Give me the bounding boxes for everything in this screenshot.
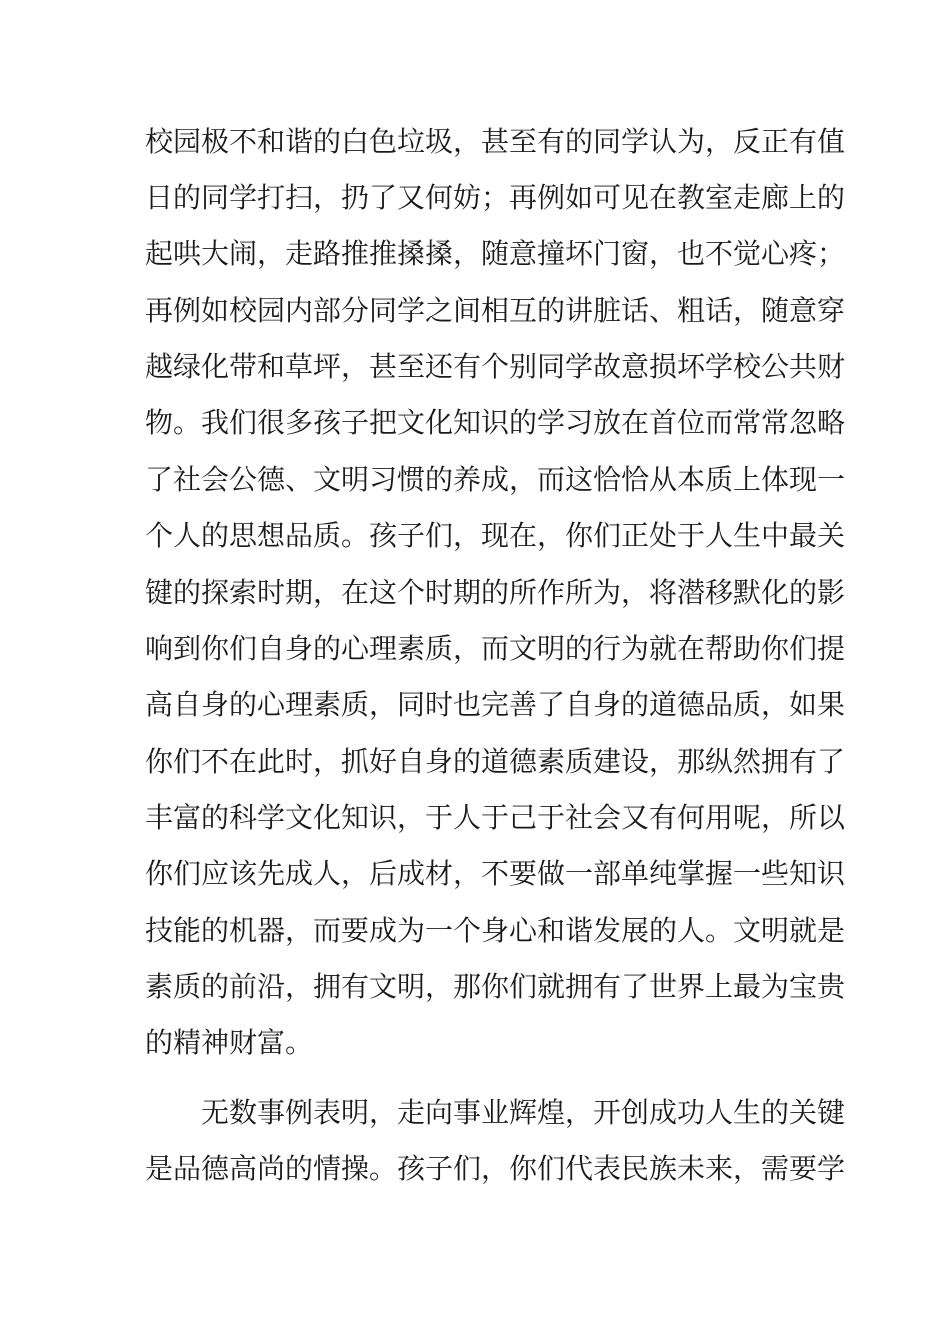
text-line: 日的同学打扫，扔了又何妨；再例如可见在教室走廊上的 (145, 181, 846, 214)
text-line: 起哄大闹，走路推推搡搡，随意撞坏门窗，也不觉心疼； (145, 237, 846, 270)
text-line: 响到你们自身的心理素质，而文明的行为就在帮助你们提 (145, 632, 846, 665)
text-line: 素质的前沿，拥有文明，那你们就拥有了世界上最为宝贵 (145, 970, 846, 1003)
text-line: 个人的思想品质。孩子们，现在，你们正处于人生中最关 (145, 519, 846, 552)
text-line: 键的探索时期，在这个时期的所作所为，将潜移默化的影 (145, 576, 846, 609)
text-line: 是品德高尚的情操。孩子们，你们代表民族未来，需要学 (145, 1152, 846, 1185)
text-line: 技能的机器，而要成为一个身心和谐发展的人。文明就是 (145, 914, 846, 947)
text-line: 物。我们很多孩子把文化知识的学习放在首位而常常忽略 (145, 406, 846, 439)
text-line: 你们不在此时，抓好自身的道德素质建设，那纵然拥有了 (145, 745, 846, 778)
text-line: 你们应该先成人，后成材，不要做一部单纯掌握一些知识 (145, 857, 846, 890)
text-line: 丰富的科学文化知识，于人于己于社会又有何用呢，所以 (145, 801, 846, 834)
text-line: 校园极不和谐的白色垃圾，甚至有的同学认为，反正有值 (145, 125, 846, 158)
text-line: 无数事例表明，走向事业辉煌，开创成功人生的关键 (201, 1096, 846, 1129)
text-line: 再例如校园内部分同学之间相互的讲脏话、粗话，随意穿 (145, 294, 846, 327)
text-line: 的精神财富。 (145, 1026, 314, 1059)
text-line: 了社会公德、文明习惯的养成，而这恰恰从本质上体现一 (145, 463, 846, 496)
text-line: 越绿化带和草坪，甚至还有个别同学故意损坏学校公共财 (145, 350, 846, 383)
text-line: 高自身的心理素质，同时也完善了自身的道德品质，如果 (145, 688, 846, 721)
